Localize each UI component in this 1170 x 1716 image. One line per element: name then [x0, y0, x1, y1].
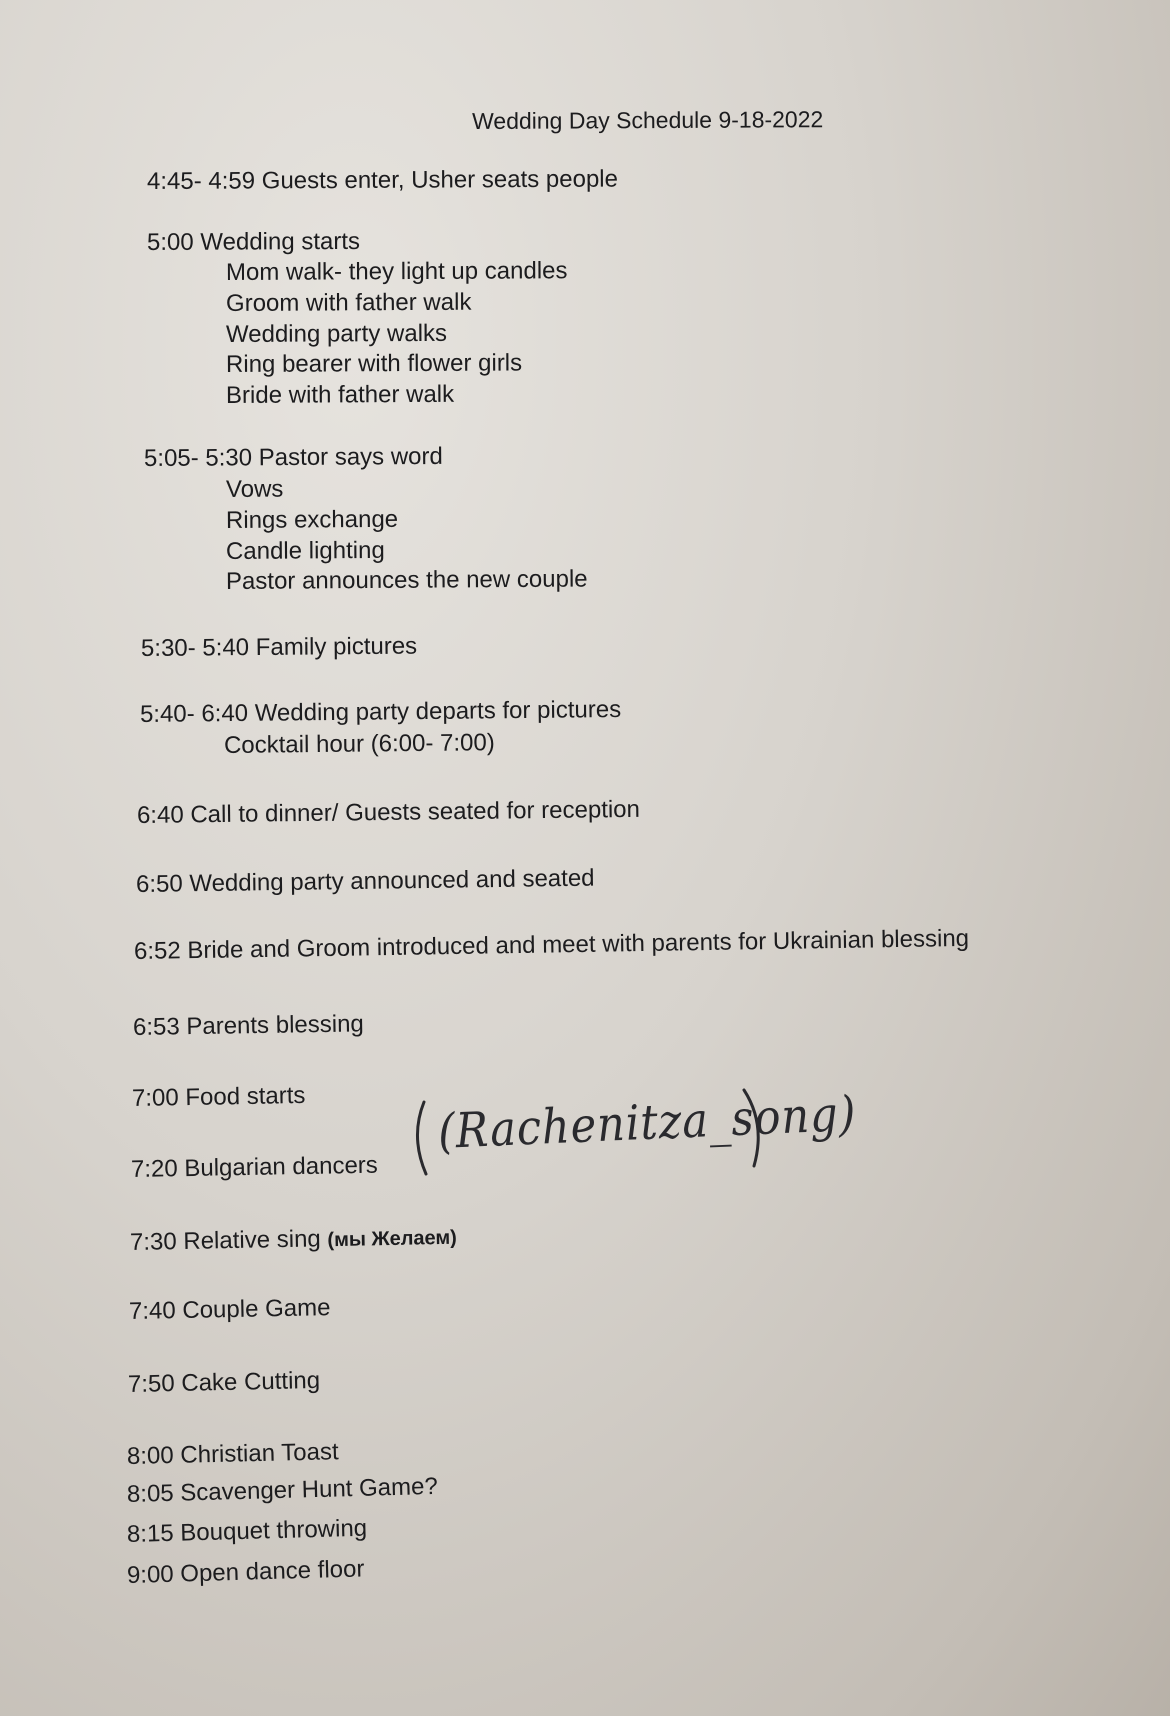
schedule-item: 6:40 Call to dinner/ Guests seated for reception	[136, 795, 641, 829]
schedule-item: 8:00 Christian Toast	[126, 1438, 339, 1470]
schedule-item: 6:52 Bride and Groom introduced and meet with parents for Ukrainian blessing	[133, 924, 970, 965]
schedule-item: 6:50 Wedding party announced and seated	[135, 864, 595, 898]
schedule-subitem: Candle lighting	[225, 536, 385, 565]
schedule-subitem: Pastor announces the new couple	[225, 565, 588, 595]
page-title: Wedding Day Schedule 9-18-2022	[472, 106, 824, 134]
schedule-item: 7:00 Food starts	[131, 1081, 306, 1112]
schedule-item: 4:45- 4:59 Guests enter, Usher seats people	[146, 165, 619, 195]
schedule-subitem: Mom walk- they light up candles	[225, 257, 568, 286]
schedule-item: 8:15 Bouquet throwing	[126, 1514, 368, 1548]
schedule-subitem: Vows	[225, 475, 284, 503]
schedule-item: 6:53 Parents blessing	[132, 1010, 364, 1041]
handwritten-note-text: (Rachenitza_song)	[436, 1085, 858, 1160]
schedule-item: 7:20 Bulgarian dancers	[130, 1151, 379, 1183]
schedule-item: 5:40- 6:40 Wedding party departs for pictures	[139, 695, 622, 728]
schedule-item: 5:00 Wedding starts	[146, 227, 361, 256]
handwritten-note	[414, 1082, 858, 1192]
schedule-item: 7:40 Couple Game	[128, 1294, 331, 1325]
schedule-subitem: Rings exchange	[225, 505, 399, 534]
schedule-item: 7:50 Cake Cutting	[127, 1366, 321, 1398]
schedule-item: 5:30- 5:40 Family pictures	[140, 632, 418, 662]
schedule-item: 9:00 Open dance floor	[126, 1555, 365, 1589]
schedule-item: 8:05 Scavenger Hunt Game?	[126, 1472, 439, 1508]
schedule-subitem: Groom with father walk	[225, 288, 472, 317]
schedule-item-note: (мы Желаем)	[327, 1226, 458, 1252]
schedule-subitem: Wedding party walks	[225, 319, 448, 348]
schedule-subitem: Ring bearer with flower girls	[225, 349, 523, 378]
schedule-item	[130, 1223, 457, 1257]
schedule-subitem: Cocktail hour (6:00- 7:00)	[223, 729, 495, 759]
schedule-subitem: Bride with father walk	[225, 380, 455, 409]
schedule-item-text: 7:30 Relative sing	[129, 1225, 321, 1256]
schedule-item: 5:05- 5:30 Pastor says word	[143, 442, 443, 472]
